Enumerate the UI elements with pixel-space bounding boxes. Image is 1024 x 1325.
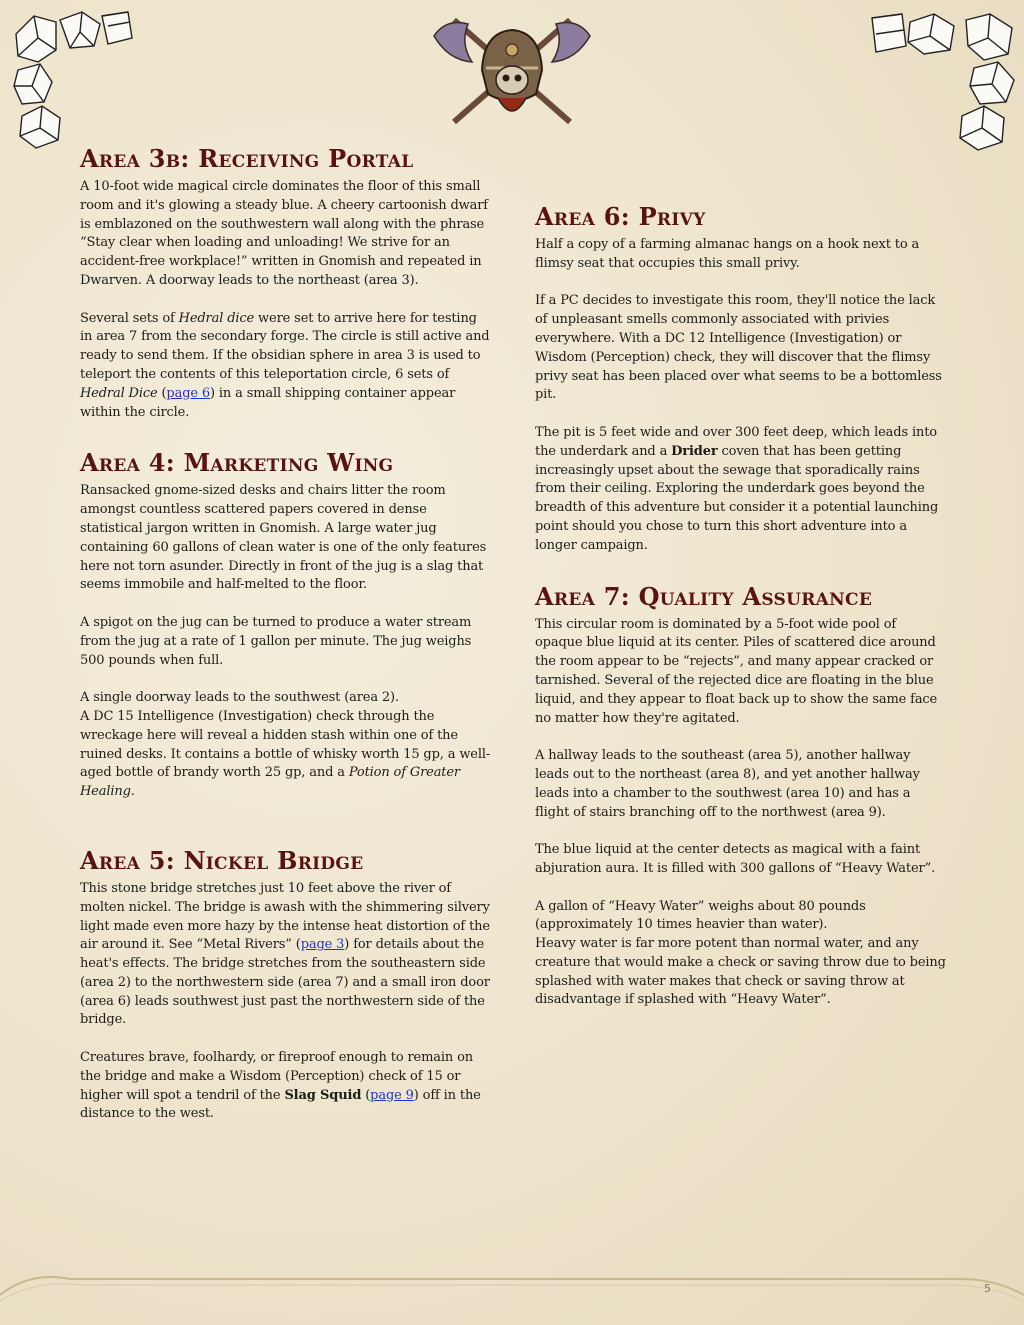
paragraph: A gallon of “Heavy Water” weighs about 80 pounds (approximately 10 times heavier than water). <box>535 898 866 933</box>
paragraph: If a PC decides to investigate this room, they'll notice the lack of unpleasant smells commonly associated with privies everywhere. With a DC 12 Intelligence (Investigation) or Wisdom (Perception) check, they will discover that the flimsy privy seat has been placed over what seems to be a bottomless pit. <box>535 293 942 403</box>
heading-area-4: Area 4: Marketing Wing <box>80 448 394 478</box>
paragraph: Half a copy of a farming almanac hangs on a hook next to a flimsy seat that occupies this small privy. <box>535 237 920 271</box>
section-area-5 <box>80 846 492 1124</box>
heading-area-5: Area 5: Nickel Bridge <box>80 845 364 875</box>
paragraph: Heavy water is far more potent than normal water, and any creature that would make a check or saving throw due to being splashed with water makes that check or saving throw at disadvantage if splashed with “Heavy Water”. <box>535 936 946 1008</box>
heading-area-6: Area 6: Privy <box>535 202 706 231</box>
paragraph: Several sets of Hedral dice were set to arrive here for testing in area 7 from the secondary forge. The circle is still active and ready to send them. If the obsidian sphere in area 3 is used to teleport the contents of this teleportation circle, 6 sets of Hedral Dice (page 6) in a small shipping container appear within the circle. <box>80 310 490 420</box>
paragraph: A DC 15 Intelligence (Investigation) check through the wreckage here will reveal a hidden stash within one of the ruined desks. It contains a bottle of whisky worth 15 gp, a well-aged bottle of brandy worth 25 gp, and a Potion of Greater Healing. <box>80 708 491 800</box>
right-column <box>535 202 947 1010</box>
hedral-dice-emphasis: Hedral dice <box>178 310 255 326</box>
heading-area-7: Area 7: Quality Assurance <box>535 581 873 611</box>
paragraph: A spigot on the jug can be turned to produce a water stream from the jug at a rate of 1 gallon per minute. The jug weighs 500 pounds when full. <box>80 614 472 668</box>
paragraph: This circular room is dominated by a 5-foot wide pool of opaque blue liquid at its center. Piles of scattered dice around the room appear to be “rejects”, and many appear cracked or tarnished. Several of the rejected dice are floating in the blue liquid, and they appear to float back up to show the same face no matter how they're agitated. <box>535 616 938 726</box>
section-area-6 <box>535 202 947 556</box>
page-3-link[interactable]: page 3 <box>300 937 345 953</box>
page-9-link[interactable]: page 9 <box>370 1087 414 1103</box>
slag-squid-strong: Slag Squid <box>284 1087 362 1103</box>
dice-corner-left-icon <box>8 6 168 156</box>
drider-strong: Drider <box>671 443 718 459</box>
paragraph: This stone bridge stretches just 10 feet above the river of molten nickel. The bridge is awash with the shimmering silvery light made even more hazy by the intense heat distortion of the air around it. See “Metal Rivers” (page 3) for details about the heat's effects. The bridge stretches from the southeastern side (area 2) to the northwestern side (area 7) and a small iron door (area 6) leads southwest just past the northwestern side of the bridge. <box>80 880 490 1028</box>
section-area-7 <box>535 582 947 1011</box>
heading-area-3b: Area 3b: Receiving Portal <box>80 144 414 173</box>
footer-ornament <box>0 1265 1024 1305</box>
hedral-dice-emphasis: Hedral Dice <box>80 385 158 401</box>
dwarf-helm-axes-icon <box>424 10 600 128</box>
section-area-3b <box>80 144 492 422</box>
potion-emphasis: Potion of Greater Healing <box>80 765 460 800</box>
paragraph: A single doorway leads to the southwest (area 2). <box>80 690 399 706</box>
dice-corner-right-icon <box>862 6 1022 156</box>
paragraph: The blue liquid at the center detects as magical with a faint abjuration aura. It is filled with 300 gallons of “Heavy Water”. <box>535 842 936 876</box>
left-column <box>80 144 492 1124</box>
section-area-4 <box>80 448 492 802</box>
paragraph: Ransacked gnome-sized desks and chairs litter the room amongst countless scattered papers covered in dense statistical jargon written in Gnomish. A large water jug containing 60 gallons of clean water is one of the only features here not torn asunder. Directly in front of the jug is a slag that seems immobile and half-melted to the floor. <box>80 483 487 593</box>
paragraph: A 10-foot wide magical circle dominates the floor of this small room and it's glowing a steady blue. A cheery cartoonish dwarf is emblazoned on the southwestern wall along with the phrase “Stay clear when loading and unloading! We strive for an accident-free workplace!” written in Gnomish and repeated in Dwarven. A doorway leads to the northeast (area 3). <box>80 179 488 288</box>
paragraph: Creatures brave, foolhardy, or fireproof enough to remain on the bridge and make a Wisdom (Perception) check of 15 or higher will spot a tendril of the Slag Squid (page 9) off in the distance to the west. <box>80 1050 481 1122</box>
paragraph: A hallway leads to the southeast (area 5), another hallway leads out to the northeast (area 8), and yet another hallway leads into a chamber to the southwest (area 10) and has a flight of stairs branching off to the northwest (area 9). <box>535 748 920 820</box>
paragraph: The pit is 5 feet wide and over 300 feet deep, which leads into the underdark and a Drider coven that has been getting increasingly upset about the sewage that sporadically rains from their ceiling. Exploring the underdark goes beyond the breadth of this adventure but consider it a potential launching point should you chose to turn this short adventure into a longer campaign. <box>535 424 939 553</box>
page-number: 5 <box>984 1282 991 1295</box>
page-6-link[interactable]: page 6 <box>166 385 211 401</box>
